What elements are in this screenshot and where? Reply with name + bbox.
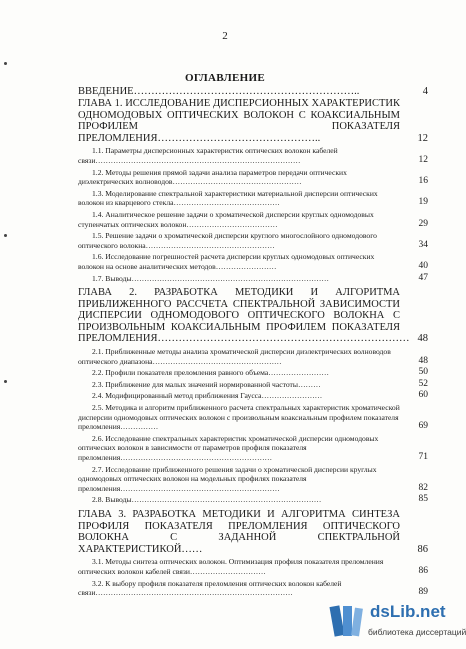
toc-entry-section[interactable] [78, 380, 428, 390]
binding-hole [4, 234, 7, 237]
toc-entry-text: 3.2. К выбору профиля показателя преломления оптических волокон кабелей связи…………………………………………………………………… [78, 578, 342, 598]
book-stack-icon [326, 600, 366, 640]
toc-entry-text: 1.6. Исследование погрешностей расчета дисперсии круглых одномодовых оптических волокон на основе аналитических методов…………………… [78, 252, 375, 271]
toc-entry-text: ГЛАВА 2. РАЗРАБОТКА МЕТОДИКИ И АЛГОРИТМА ПРИБЛИЖЕННОГО РАССЧЕТА СПЕКТРАЛЬНОЙ ЗАВИСИМОСТИ ДИСПЕРСИИ ОДНОМОДОВОГО ОПТИЧЕСКОГО ВОЛОКНА С ПРОИЗВОЛЬНЫМ КОАКСИАЛЬНЫМ ПРОФИЛЕМ ПОКАЗАТЕЛЯ ПРЕЛОМЛЕНИЯ……………………………………………………………… [78, 287, 410, 345]
toc-entry-text: ГЛАВА 3. РАЗРАБОТКА МЕТОДИКИ И АЛГОРИТМА СИНТЕЗА ПРОФИЛЯ ПОКАЗАТЕЛЯ ПРЕЛОМЛЕНИЯ ОПТИЧЕСКОГО ВОЛОКНА С ЗАДАННОЙ СПЕКТРАЛЬНОЙ ХАРАКТЕРИСТИКОЙ…… [78, 508, 400, 555]
toc-entry-section[interactable] [78, 274, 428, 284]
toc-entry-text: 3.1. Методы синтеза оптических волокон. Оптимизация профиля показателя преломления оптических волокон кабелей связи………………………… [78, 557, 384, 576]
toc-entry-text: 2.6. Исследование спектральных характеристик хроматической дисперсии одномодовых оптических волокон в зависимости от параметров профиля показателя преломления…………………………………………………… [78, 433, 379, 462]
toc-entry-page: 40 [418, 260, 428, 271]
toc-entry-section[interactable] [78, 146, 428, 165]
toc-entry-page: 12 [417, 132, 428, 144]
toc-entry-section[interactable] [78, 434, 428, 463]
toc-entry-page: 69 [418, 421, 428, 432]
toc-entry-text: 2.5. Методика и алгоритм приближенного расчета спектральных характеристик хроматической дисперсии одномодовых оптических волокон с произвольным коаксиальным профилем показателя преломления…………… [78, 403, 400, 432]
toc-entry-section[interactable] [78, 495, 428, 505]
toc-entry-text: 2.4. Модифицированный метод приближения Гаусса…………………… [92, 391, 323, 401]
watermark-subtitle: библиотека диссертаций [368, 627, 466, 637]
toc-entry-page: 47 [418, 272, 428, 283]
toc-entry-chapter-3[interactable] [78, 509, 428, 555]
toc-entry-page: 52 [418, 378, 428, 389]
toc-entry-text: ВВЕДЕНИЕ……………………………………………………….. [78, 86, 360, 97]
toc-entry-page: 82 [418, 482, 428, 493]
dslib-watermark[interactable] [326, 598, 466, 642]
toc-entry-section[interactable] [78, 252, 428, 271]
toc-entry-page: 4 [422, 86, 428, 97]
toc-entry-text: 1.7. Выводы…………………………………………………………………… [92, 273, 329, 283]
toc-entry-text: 2.1. Приближенные методы анализа хроматической дисперсии диэлектрических волноводов оптического диапазона…………………………………………… [78, 347, 391, 366]
toc-entry-section[interactable] [78, 403, 428, 432]
toc-entry-text: ГЛАВА 1. ИССЛЕДОВАНИЕ ДИСПЕРСИОННЫХ ХАРАКТЕРИСТИК ОДНОМОДОВЫХ ОПТИЧЕСКИХ ВОЛОКОН С КОАКСИАЛЬНЫМ ПРОФИЛЕМ ПОКАЗАТЕЛЯ ПРЕЛОМЛЕНИЯ……………………………………….. [78, 98, 400, 144]
toc-title: ОГЛАВЛЕНИЕ [185, 72, 265, 84]
toc-entry-page: 48 [418, 355, 428, 366]
toc-entry-page: 29 [418, 218, 428, 229]
watermark-brand: dsLib.net [370, 602, 446, 621]
toc-entry-chapter-2[interactable] [78, 287, 428, 345]
toc-entry-section[interactable] [78, 391, 428, 401]
toc-entry-text: 1.5. Решение задачи о хроматической дисперсии круглого многослойного одномодового оптического волокна…………………………………………… [78, 231, 377, 250]
toc-entry-intro[interactable] [78, 86, 428, 98]
toc-entry-page: 85 [418, 494, 428, 505]
toc-entry-section[interactable] [78, 557, 428, 576]
toc-entry-page: 60 [418, 390, 428, 401]
toc-entry-text: 2.7. Исследование приближенного решения задачи о хроматической дисперсии круглых одномодовых оптических волокон на модельных профилях показателя преломления……………………………………………………… [78, 464, 377, 493]
toc-entry-page: 86 [418, 565, 428, 576]
toc-entry-text: 1.4. Аналитическое решение задачи о хроматической дисперсии круглых одномодовых ступенчатых оптических волокон……………………………… [78, 209, 374, 229]
toc-entry-page: 19 [418, 197, 428, 208]
toc-entry-page: 89 [418, 587, 428, 598]
toc-entry-page: 71 [418, 452, 428, 462]
toc-entry-page: 50 [418, 367, 428, 378]
toc-entry-section[interactable] [78, 465, 428, 494]
toc-entry-text: 2.8. Выводы………………………………………………………………… [92, 495, 322, 505]
table-of-contents [78, 86, 428, 598]
toc-entry-section[interactable] [78, 368, 428, 378]
toc-entry-page: 12 [418, 154, 428, 165]
toc-entry-chapter-1[interactable] [78, 98, 428, 144]
toc-entry-text: 2.2. Профили показателя преломления равного объема…………………… [92, 368, 329, 378]
toc-entry-section[interactable] [78, 189, 428, 208]
toc-entry-page: 48 [417, 333, 428, 345]
toc-entry-text: 1.3. Моделирование спектральной характеристики материальной дисперсии оптических волокон из кварцевого стекла…………………………………… [78, 188, 378, 208]
toc-entry-page: 16 [418, 176, 428, 187]
toc-entry-section[interactable] [78, 231, 428, 250]
toc-entry-text: 1.2. Методы решения прямой задачи анализа параметров передачи оптических диэлектрических волноводов…………………………………………… [78, 167, 347, 187]
toc-entry-text: 2.3. Приближение для малых значений нормированной частоты……… [92, 379, 321, 389]
page-number: 2 [222, 30, 228, 42]
binding-hole [4, 62, 7, 65]
toc-entry-page: 86 [417, 543, 428, 555]
toc-entry-section[interactable] [78, 579, 428, 598]
toc-entry-page: 34 [418, 239, 428, 250]
binding-hole [4, 380, 7, 383]
toc-entry-section[interactable] [78, 210, 428, 229]
toc-entry-section[interactable] [78, 168, 428, 187]
toc-entry-section[interactable] [78, 347, 428, 366]
toc-entry-text: 1.1. Параметры дисперсионных характеристик оптических волокон кабелей связи……………………………………………………………………… [78, 146, 338, 165]
